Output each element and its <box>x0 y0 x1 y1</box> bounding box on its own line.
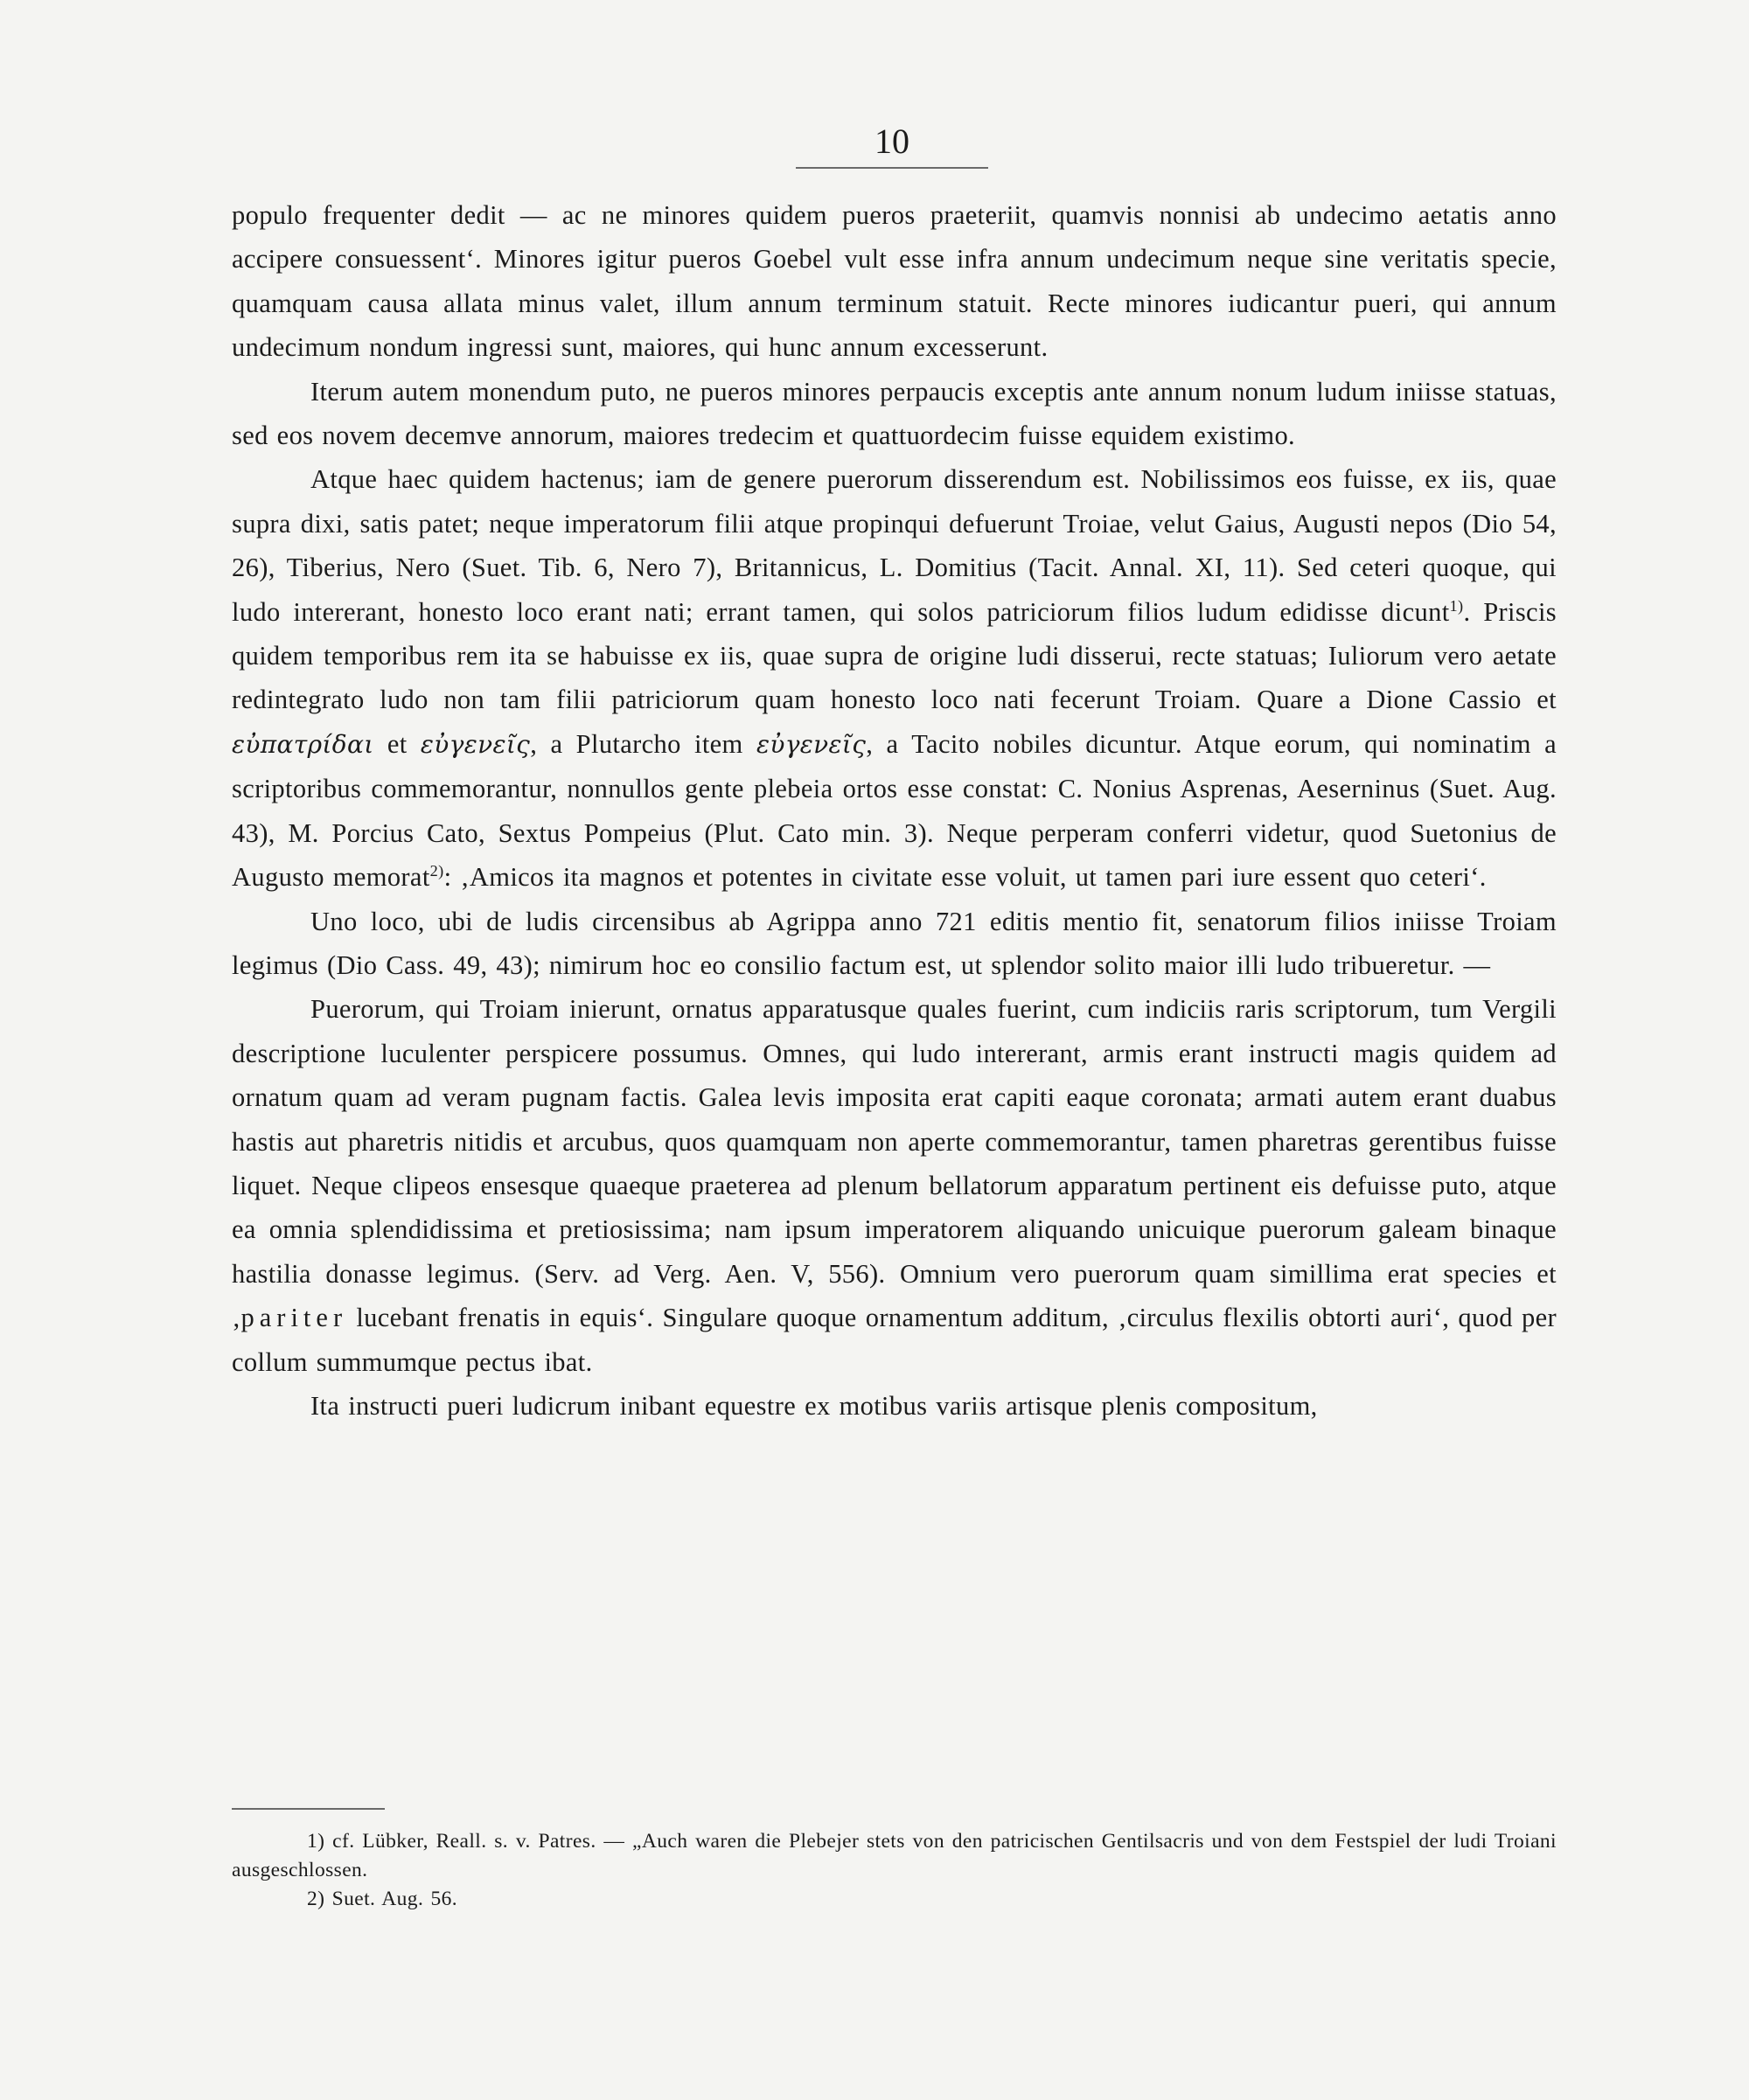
text-run: lucebant frenatis in equis‘. Singulare quoque ornamentum additum, ‚circulus flexilis obtorti auri‘, quod per collum summumque pectus ibat. <box>232 1303 1557 1377</box>
paragraph: Ita instructi pueri ludicrum inibant equestre ex motibus variis artisque plenis compositum, <box>310 1390 1318 1421</box>
text-run: . Priscis quidem temporibus rem ita se habuisse ex iis, quae supra de origine ludi disserui, recte statuas; Iuliorum vero aetate redintegrato ludo non tam filii patriciorum quam honesto loco nati fecerunt Troiam. Quare a Dione Cassio et <box>232 596 1557 715</box>
footnote-ref: 2) <box>429 861 444 880</box>
text-run: , a Tacito nobiles dicuntur. Atque eorum, qui nominatim a scriptoribus commemorantur, nonnullos gente plebeia ortos esse constat: C. Nonius Asprenas, Aeserninus (Suet. Aug. 43), M. Porcius Cato, Sextus Pompeius (Plut. Cato min. 3). Neque perperam conferri videtur, quod Suetonius de Augusto memorat <box>232 728 1557 893</box>
paragraph-continuation: populo frequenter dedit — ac ne minores quidem pueros praeteriit, quamvis nonnisi ab undecimo aetatis anno accipere consuessent‘. Minores igitur pueros Goebel vult esse infra annum undecimum neque sine veritatis specie, quamquam causa allata minus valet, illum annum terminum statuit. Recte minores iudicantur pueri, qui annum undecimum nondum ingressi sunt, maiores, qui hunc annum excesserunt. <box>232 200 1557 363</box>
paragraph-nobility <box>232 457 1557 899</box>
header-rule <box>796 167 988 169</box>
footnote-1: 1) cf. Lübker, Reall. s. v. Patres. — „Auch waren die Plebejer stets von den patricischen Gentilsacris und von dem Festspiel der ludi Troiani ausgeschlossen. <box>232 1830 1557 1881</box>
footnote-2: 2) Suet. Aug. 56. <box>307 1888 458 1910</box>
page-number: 10 <box>874 122 909 161</box>
footnotes <box>232 1827 1557 1914</box>
text-run: : ‚Amicos ita magnos et potentes in civitate esse voluit, ut tamen pari iure essent quo ceteri‘. <box>443 862 1487 893</box>
text-run: Puerorum, qui Troiam inierunt, ornatus apparatusque quales fuerint, cum indiciis raris scriptorum, tum Vergili descriptione luculenter perspicere possumus. Omnes, qui ludo intererant, armis erant instructi magis quidem ad ornatum quam ad veram pugnam factis. Galea levis imposita erat capiti eaque coronata; armati autem erant duabus hastis aut pharetris nitidis et arcubus, quos quamquam non aperte commemorantur, tamen pharetras gerentibus fuisse liquet. Neque clipeos ensesque quaeque praeterea ad plenum bellatorum apparatum pertinent eis defuisse puto, atque ea omnia splendidissima et pretiosissima; nam ipsum imperatorem aliquando unicuique puerorum galeam binaque hastilia donasse legimus. (Serv. ad Verg. Aen. V, 556). Omnium vero puerorum quam simillima erat species et ‚ <box>232 994 1557 1333</box>
paragraph: Uno loco, ubi de ludis circensibus ab Agrippa anno 721 editis mentio fit, senatorum filios iniisse Troiam legimus (Dio Cass. 49, 43); nimirum hoc eo consilio factum est, ut splendor solito maior illi ludo tribueretur. — <box>232 906 1557 980</box>
spaced-word: pariter <box>240 1303 348 1333</box>
text-run: , a Plutarcho item <box>530 728 743 759</box>
footnote-ref: 1) <box>1449 596 1464 615</box>
paragraph-equipment <box>232 987 1557 1384</box>
text-run: et <box>387 728 408 759</box>
greek-word: εὐπατρίδαι <box>232 729 374 759</box>
text-run: Atque haec quidem hactenus; iam de genere puerorum disserendum est. Nobilissimos eos fuisse, ex iis, quae supra dixi, satis patet; neque imperatorum filii atque propinqui defuerunt Troiae, velut Gaius, Augusti nepos (Dio 54, 26), Tiberius, Nero (Suet. Tib. 6, Nero 7), Britannicus, L. Domitius (Tacit. Annal. XI, 11). Sed ceteri quoque, qui ludo intererant, honesto loco erant nati; errant tamen, qui solos patriciorum filios ludum edidisse dicunt <box>232 464 1557 627</box>
greek-word: εὐγενεῖς <box>420 729 531 759</box>
body-text <box>232 193 1557 1428</box>
paragraph: Iterum autem monendum puto, ne pueros minores perpaucis exceptis ante annum nonum ludum iniisse statuas, sed eos novem decemve annorum, maiores tredecim et quattuordecim fuisse equidem existimo. <box>232 376 1557 451</box>
greek-word: εὐγενεῖς <box>756 729 867 759</box>
footnote-rule <box>232 1808 385 1810</box>
